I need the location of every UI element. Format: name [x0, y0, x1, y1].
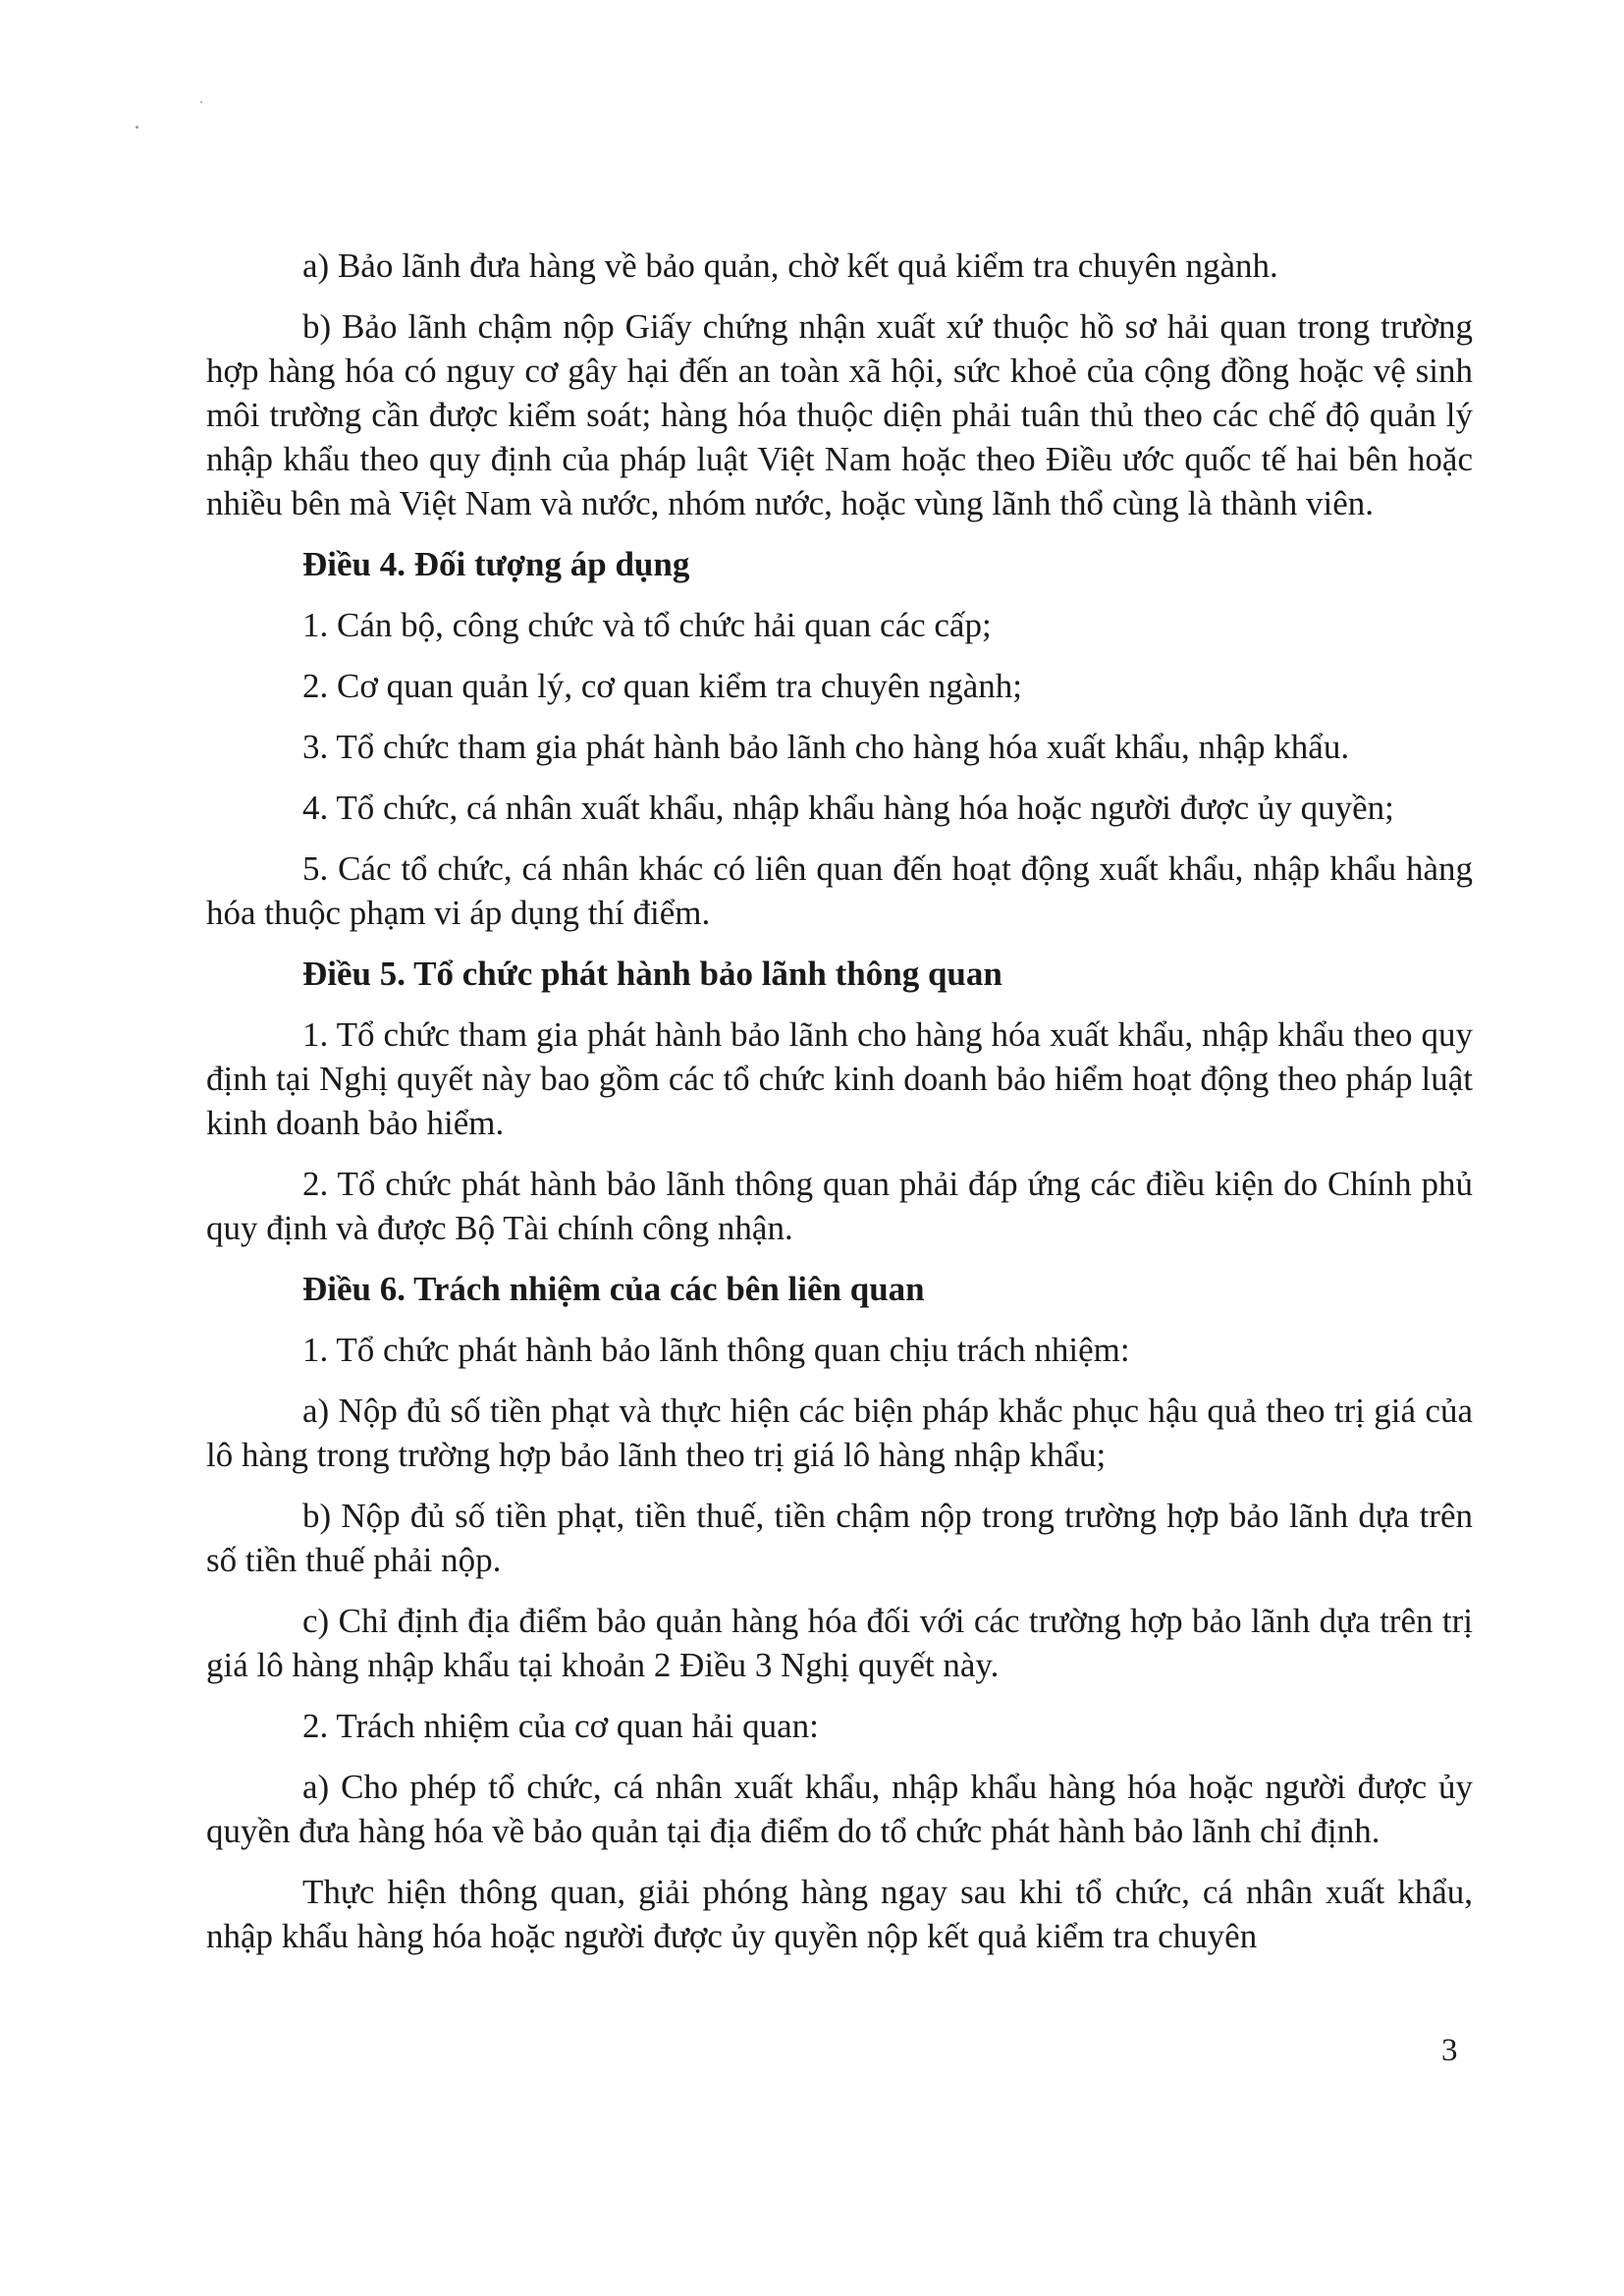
article-heading: Điều 4. Đối tượng áp dụng	[302, 545, 690, 583]
paragraph: 5. Các tổ chức, cá nhân khác có liên quan đến hoạt động xuất khẩu, nhập khẩu hàng hóa thuộc phạm vi áp dụng thí điểm.	[206, 849, 1473, 932]
paragraph: a) Cho phép tổ chức, cá nhân xuất khẩu, nhập khẩu hàng hóa hoặc người được ủy quyền đưa hàng hóa về bảo quản tại địa điểm do tổ chức phát hành bảo lãnh chỉ định.	[206, 1768, 1473, 1850]
paragraph: Thực hiện thông quan, giải phóng hàng ngay sau khi tổ chức, cá nhân xuất khẩu, nhập khẩu hàng hóa hoặc người được ủy quyền nộp kết quả kiểm tra chuyên	[206, 1873, 1473, 1955]
scan-speck	[200, 101, 202, 103]
paragraph: 2. Tổ chức phát hành bảo lãnh thông quan phải đáp ứng các điều kiện do Chính phủ quy định và được Bộ Tài chính công nhận.	[206, 1165, 1473, 1247]
page-number: 3	[1441, 2033, 1458, 2068]
paragraph: b) Nộp đủ số tiền phạt, tiền thuế, tiền chậm nộp trong trường hợp bảo lãnh dựa trên số tiền thuế phải nộp.	[206, 1497, 1473, 1579]
paragraph: b) Bảo lãnh chậm nộp Giấy chứng nhận xuất xứ thuộc hồ sơ hải quan trong trường hợp hàng hóa có nguy cơ gây hại đến an toàn xã hội, sức khoẻ của cộng đồng hoặc vệ sinh môi trường cần được kiểm soát; hàng hóa thuộc diện phải tuân thủ theo các chế độ quản lý nhập khẩu theo quy định của pháp luật Việt Nam hoặc theo Điều ước quốc tế hai bên hoặc nhiều bên mà Việt Nam và nước, nhóm nước, hoặc vùng lãnh thổ cùng là thành viên.	[206, 307, 1473, 522]
paragraph: 3. Tổ chức tham gia phát hành bảo lãnh cho hàng hóa xuất khẩu, nhập khẩu.	[302, 728, 1350, 766]
paragraph: 1. Tổ chức tham gia phát hành bảo lãnh cho hàng hóa xuất khẩu, nhập khẩu theo quy định tại Nghị quyết này bao gồm các tổ chức kinh doanh bảo hiểm hoạt động theo pháp luật kinh doanh bảo hiểm.	[206, 1015, 1473, 1142]
paragraph: c) Chỉ định địa điểm bảo quản hàng hóa đối với các trường hợp bảo lãnh dựa trên trị giá lô hàng nhập khẩu tại khoản 2 Điều 3 Nghị quyết này.	[206, 1602, 1473, 1684]
article-heading: Điều 5. Tổ chức phát hành bảo lãnh thông quan	[302, 955, 1002, 993]
paragraph: a) Nộp đủ số tiền phạt và thực hiện các biện pháp khắc phục hậu quả theo trị giá của lô hàng trong trường hợp bảo lãnh theo trị giá lô hàng nhập khẩu;	[206, 1392, 1473, 1474]
paragraph: 2. Trách nhiệm của cơ quan hải quan:	[302, 1707, 819, 1745]
paragraph: 1. Tổ chức phát hành bảo lãnh thông quan chịu trách nhiệm:	[302, 1331, 1130, 1369]
paragraph: 2. Cơ quan quản lý, cơ quan kiểm tra chuyên ngành;	[302, 667, 1022, 705]
scan-speck	[135, 126, 138, 129]
paragraph: a) Bảo lãnh đưa hàng về bảo quản, chờ kết quả kiểm tra chuyên ngành.	[302, 246, 1278, 285]
paragraph: 4. Tổ chức, cá nhân xuất khẩu, nhập khẩu hàng hóa hoặc người được ủy quyền;	[302, 789, 1394, 827]
document-body	[206, 244, 1473, 1975]
paragraph: 1. Cán bộ, công chức và tổ chức hải quan các cấp;	[302, 606, 992, 644]
article-heading: Điều 6. Trách nhiệm của các bên liên quan	[302, 1270, 925, 1308]
